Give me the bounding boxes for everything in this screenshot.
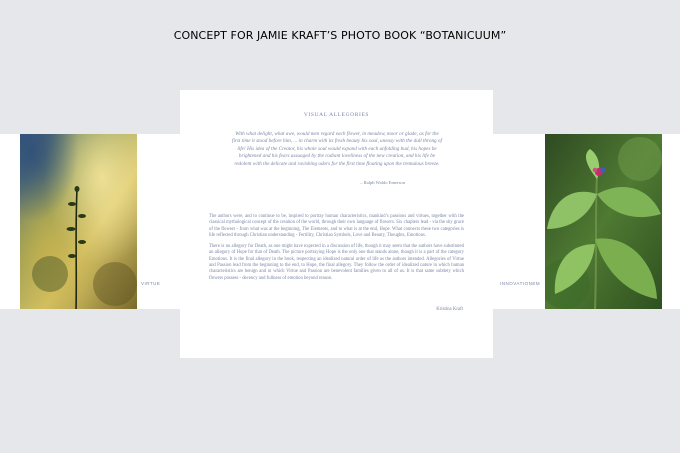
- flowering-plant-leaves-photo: [545, 134, 662, 309]
- book-page: [180, 90, 493, 358]
- page-heading: VISUAL ALLEGORIES: [303, 112, 370, 118]
- author-signature: Kristina Kraft: [436, 307, 463, 312]
- body-paragraph: There is no allegory for Death, as one might have expected in a discussion of life, though it may seem that the authors have substituted an allegory of Hope for that of Death. The picture portraying Hope is the only one that stands alone, though it is a part of the category Emotions. It is the final allegory in the book, respecting an idealized natural order of life as the authors intended. Allegories of Virtue and Passion lead from the beginning to the end, to Hope, the final allegory. They follow the order of idealized nature in which human characteristics are benign and in which Virtue and Passion are benevolent families given to all of us. It is that same subtlety which flowers possess - decency and fullness of emotion beyond reason.: [209, 244, 464, 281]
- virtue-label: VIRTUE: [141, 281, 161, 286]
- emerson-quote: With what delight, what awe, would men regard each flower, in meadow, moor or glade, as for the first time it stood before him, ... in charm with its fresh beauty his soul, uneasy with the dull throng of life! His idea of the Creator, his whole soul would expand with each unfolding bud, his hopes be brightened and his fears assuaged by the radiant loveliness of the new creation, and his life be redolent with the delicate and ravishing odors for the first time floating upon the tremulous breeze.: [232, 131, 442, 167]
- tall-plant-stalk-photo: [20, 134, 137, 309]
- body-text: [209, 214, 464, 287]
- body-paragraph: The authors were, and to continue to be, inspired to portray human characteristics, mankind’s passions and virtues, together with the classical mythological concept of the creation of the world, through their own language of flowers. Six chapters lead - via the shy grace of the flowers - from what was at the beginning, The Elements, and to what is at the end, Hope. What connects these two categories is life reflected through Christian understanding - Fertility, Christian Symbols, Love and Beauty, Thoughts, Emotions.: [209, 214, 464, 238]
- page-title: CONCEPT FOR JAMIE KRAFT’S PHOTO BOOK “BOTANICUUM”: [173, 29, 507, 42]
- quote-author: – Ralph Waldo Emerson: [360, 180, 405, 185]
- innovationem-label: INNOVATIONEM: [500, 281, 541, 286]
